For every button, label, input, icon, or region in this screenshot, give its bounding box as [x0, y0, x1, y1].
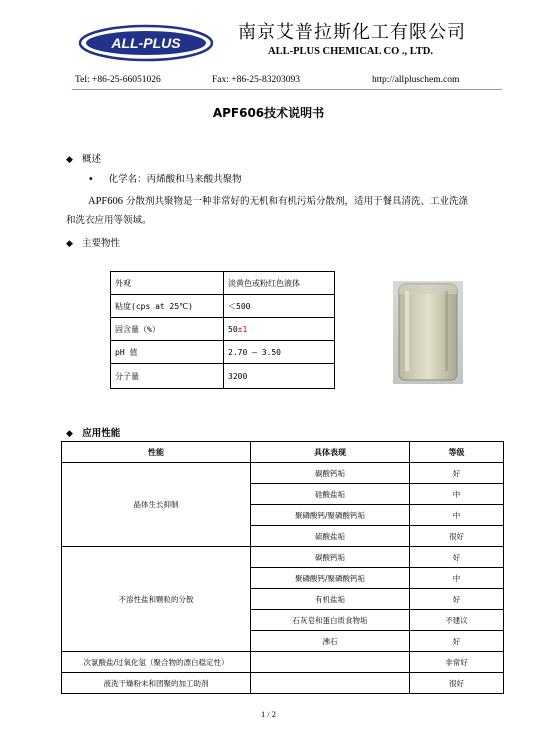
property-label: 粘度(cps at 25℃) — [111, 295, 224, 318]
grade-cell: 好 — [410, 631, 504, 652]
table-row — [62, 547, 504, 568]
grade-cell: 中 — [410, 505, 504, 526]
detail-cell: 碳酸钙垢 — [251, 463, 410, 484]
property-label: 外观 — [111, 272, 224, 295]
table-row — [62, 673, 504, 694]
detail-cell — [251, 673, 410, 694]
property-value: 3200 — [224, 364, 335, 389]
properties-table — [110, 271, 335, 389]
detail-cell: 硫酸盐垢 — [251, 526, 410, 547]
detail-cell: 硅酸盐垢 — [251, 484, 410, 505]
property-value: 淡黄色或粉红色液体 — [224, 272, 335, 295]
performance-cell: 液洗干燥粉末和团聚的加工助剂 — [62, 673, 251, 694]
company-name-cn: 南京艾普拉斯化工有限公司 — [238, 22, 466, 43]
tel-number: Tel: +86-25-66051026 — [75, 75, 161, 85]
fax-number: Fax: +86-25-83203093 — [212, 75, 300, 85]
table-row — [62, 652, 504, 673]
col-header-performance: 性能 — [62, 442, 251, 463]
grade-cell: 不建议 — [410, 610, 504, 631]
header-rule — [72, 89, 502, 90]
application-table — [61, 441, 504, 694]
detail-cell: 石灰皂和蛋白质食物垢 — [251, 610, 410, 631]
property-row — [111, 295, 335, 318]
properties-heading: ◆ 主要物性 — [66, 238, 120, 249]
grade-cell: 中 — [410, 568, 504, 589]
grade-cell: 中 — [410, 484, 504, 505]
performance-group-cell: 不溶性盐和颗粒的分散 — [62, 547, 251, 652]
grade-cell: 好 — [410, 547, 504, 568]
product-sample-photo — [393, 281, 463, 384]
grade-cell: 很好 — [410, 673, 504, 694]
company-name-en: ALL-PLUS CHEMICAL CO ., LTD. — [268, 46, 434, 57]
detail-cell: 有机盐垢 — [251, 589, 410, 610]
detail-cell: 碳酸钙垢 — [251, 547, 410, 568]
diamond-bullet-icon: ◆ — [66, 239, 73, 249]
property-value: ＜500 — [224, 295, 335, 318]
website-link[interactable]: http://allpluschem.com — [372, 75, 460, 85]
overview-heading: ◆ 概述 — [66, 154, 101, 165]
table-row — [62, 463, 504, 484]
col-header-detail: 具体表现 — [251, 442, 410, 463]
grade-cell: 很好 — [410, 526, 504, 547]
col-header-grade: 等级 — [410, 442, 504, 463]
property-value: 50±1 — [224, 318, 335, 341]
diamond-bullet-icon: ◆ — [66, 155, 73, 165]
detail-cell — [251, 652, 410, 673]
logo-text: ALL-PLUS — [111, 35, 181, 51]
chem-name-item: • 化学名：丙烯酸和马来酸共聚物 — [88, 174, 242, 185]
performance-group-cell: 晶体生长抑制 — [62, 463, 251, 547]
performance-cell: 次氯酸盐/过氧化氢（聚合物的漂白稳定性） — [62, 652, 251, 673]
detail-cell: 聚磷酸钙/聚磷酸钙垢 — [251, 568, 410, 589]
detail-cell: 聚磷酸钙/聚磷酸钙垢 — [251, 505, 410, 526]
company-logo — [78, 24, 214, 62]
application-heading: ◆ 应用性能 — [66, 428, 121, 439]
overview-paragraph: APF606 分散剂共聚物是一种非常好的无机和有机污垢分散剂，适用于餐具清洗、工业洗涤和洗衣应用等领域。 — [66, 196, 469, 226]
property-row — [111, 364, 335, 389]
document-title: APF606技术说明书 — [212, 106, 325, 120]
property-label: 分子量 — [111, 364, 224, 389]
page-number: 1 / 2 — [260, 709, 277, 719]
property-value: 2.70 – 3.50 — [224, 341, 335, 364]
grade-cell: 好 — [410, 463, 504, 484]
grade-cell: 非常好 — [410, 652, 504, 673]
diamond-bullet-icon: ◆ — [66, 429, 73, 439]
property-label: 固含量（%） — [111, 318, 224, 341]
grade-cell: 好 — [410, 589, 504, 610]
property-label: pH 值 — [111, 341, 224, 364]
property-row — [111, 341, 335, 364]
property-row — [111, 318, 335, 341]
tolerance-text: ±1 — [237, 324, 248, 334]
dot-bullet-icon: • — [88, 174, 94, 185]
property-row — [111, 272, 335, 295]
detail-cell: 沸石 — [251, 631, 410, 652]
